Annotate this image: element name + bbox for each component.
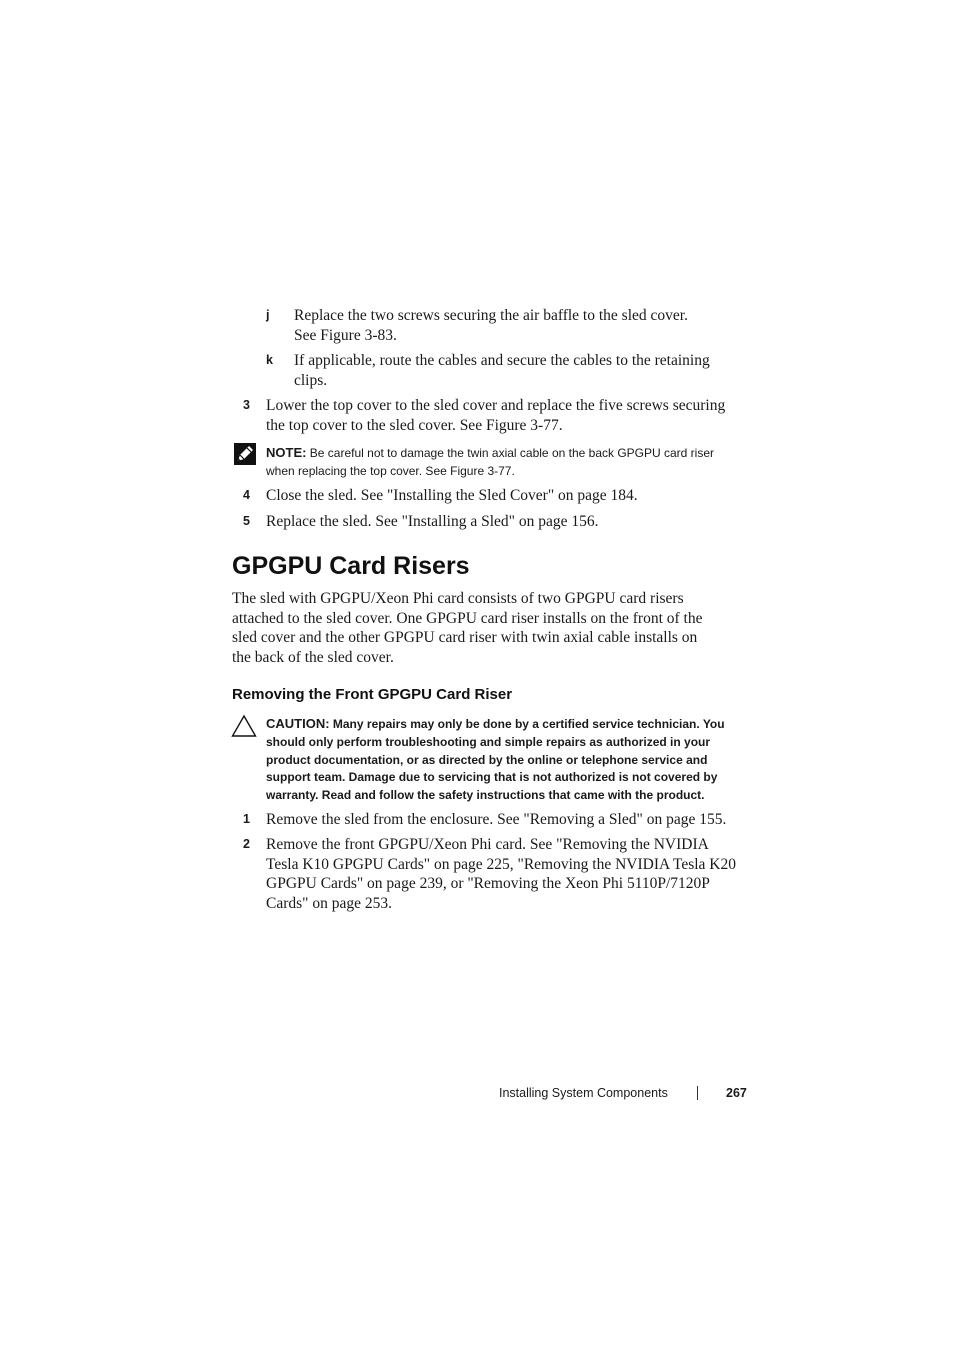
note-body-1: Be careful not to damage the twin axial cable on the back GPGPU card riser bbox=[309, 446, 715, 460]
step-1-text: Remove the sled from the enclosure. See "Removing a Sled" on page 155. bbox=[266, 811, 727, 828]
step-j-line-2: See Figure 3-83. bbox=[294, 326, 397, 344]
step-3-text bbox=[266, 396, 756, 435]
step-2-line-2: Tesla K10 GPGPU Cards" on page 225, "Removing the NVIDIA Tesla K20 bbox=[266, 855, 736, 873]
footer-separator bbox=[697, 1086, 698, 1100]
footer-chapter: Installing System Components bbox=[499, 1086, 668, 1100]
caution-line-2: should only perform troubleshooting and simple repairs as authorized in your bbox=[266, 734, 711, 749]
step-marker-j: j bbox=[266, 308, 270, 322]
pencil-note-icon bbox=[234, 443, 256, 465]
caution-text bbox=[266, 715, 766, 805]
step-3-line-2: the top cover to the sled cover. See Figure 3-77. bbox=[266, 416, 563, 434]
step-2-line-1: Remove the front GPGPU/Xeon Phi card. See "Removing the NVIDIA bbox=[266, 836, 709, 853]
step-2-line-3: GPGPU Cards" on page 239, or "Removing the Xeon Phi 5110P/7120P bbox=[266, 875, 710, 892]
step-j-line-1: Replace the two screws securing the air baffle to the sled cover. bbox=[294, 307, 688, 324]
section-paragraph bbox=[232, 589, 752, 667]
caution-line-4: support team. Damage due to servicing that is not authorized is not covered by bbox=[266, 770, 718, 785]
caution-line-3: product documentation, or as directed by the online or telephone service and bbox=[266, 752, 708, 767]
step-k-text bbox=[294, 351, 754, 390]
section-title: GPGPU Card Risers bbox=[232, 552, 470, 580]
step-2-line-4: Cards" on page 253. bbox=[266, 894, 392, 912]
note-text bbox=[266, 444, 766, 480]
step-5-text: Replace the sled. See "Installing a Sled" on page 156. bbox=[266, 513, 599, 530]
note-line-2: when replacing the top cover. See Figure 3-77. bbox=[266, 464, 515, 478]
section-para-line-4: the back of the sled cover. bbox=[232, 648, 394, 666]
section-para-line-2: attached to the sled cover. One GPGPU card riser installs on the front of the bbox=[232, 609, 703, 627]
section-para-line-3: sled cover and the other GPGPU card riser with twin axial cable installs on bbox=[232, 629, 698, 646]
step-marker-5: 5 bbox=[243, 514, 250, 528]
caution-triangle-icon bbox=[231, 714, 257, 738]
step-marker-3: 3 bbox=[243, 398, 250, 412]
step-k-line-1: If applicable, route the cables and secure the cables to the retaining bbox=[294, 352, 710, 369]
step-marker-4: 4 bbox=[243, 488, 250, 502]
step-3-line-1: Lower the top cover to the sled cover and replace the five screws securing bbox=[266, 397, 726, 414]
caution-body-1: Many repairs may only be done by a certified service technician. You bbox=[332, 717, 725, 731]
note-label: NOTE: bbox=[266, 445, 307, 460]
step-2-text bbox=[266, 835, 756, 913]
section-para-line-1: The sled with GPGPU/Xeon Phi card consists of two GPGPU card risers bbox=[232, 590, 684, 607]
step-marker-k: k bbox=[266, 353, 273, 367]
step-marker-2: 2 bbox=[243, 837, 250, 851]
caution-label: CAUTION: bbox=[266, 716, 330, 731]
step-k-line-2: clips. bbox=[294, 371, 328, 389]
step-marker-1: 1 bbox=[243, 812, 250, 826]
subsection-title: Removing the Front GPGPU Card Riser bbox=[232, 686, 513, 703]
page-number: 267 bbox=[726, 1086, 747, 1100]
note-line-1 bbox=[266, 444, 766, 462]
caution-line-5: warranty. Read and follow the safety instructions that came with the product. bbox=[266, 788, 705, 803]
step-j-text bbox=[294, 306, 754, 345]
step-4-text: Close the sled. See "Installing the Sled Cover" on page 184. bbox=[266, 487, 638, 504]
caution-line-1 bbox=[266, 715, 766, 734]
